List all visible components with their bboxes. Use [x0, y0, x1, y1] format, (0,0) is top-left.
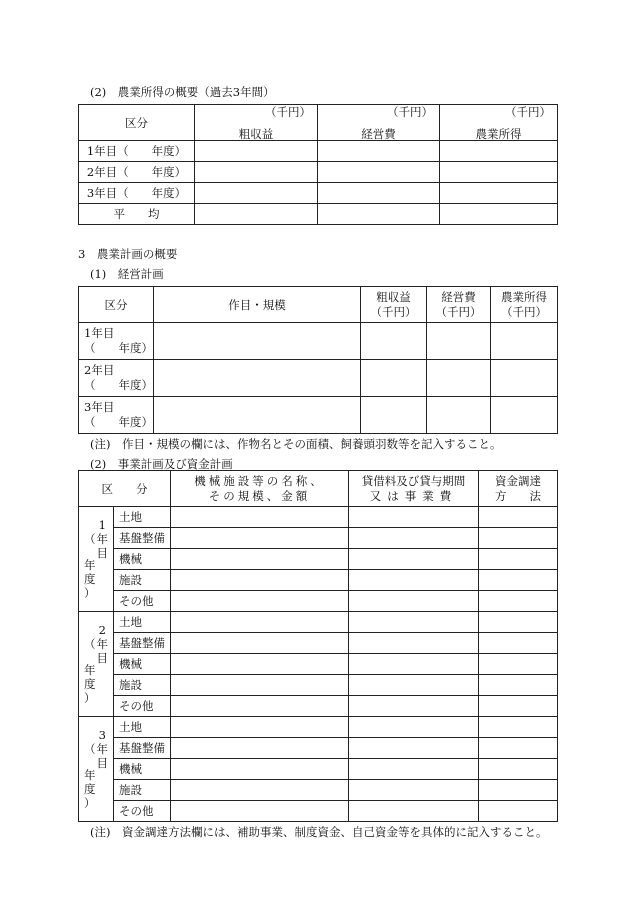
year-label: （ 年 度 ） 2 年 目: [79, 612, 114, 717]
cell-facility[interactable]: [171, 696, 349, 717]
header-income: 農業所得 （千円）: [491, 287, 558, 323]
cell-facility[interactable]: [171, 507, 349, 528]
cell-fund-method[interactable]: [479, 528, 558, 549]
cell-lease[interactable]: [349, 507, 479, 528]
category-label: 基盤整備: [114, 633, 171, 654]
cell-cost[interactable]: [427, 323, 491, 360]
cell-lease[interactable]: [349, 780, 479, 801]
cell-lease[interactable]: [349, 570, 479, 591]
header-cost: 経営費 （千円）: [427, 287, 491, 323]
cell-fund-method[interactable]: [479, 507, 558, 528]
cell-gross[interactable]: [195, 162, 318, 183]
header-income: 農業所得 （千円）: [440, 105, 558, 141]
header-kubun: 区 分: [79, 471, 171, 507]
cell-lease[interactable]: [349, 759, 479, 780]
cell-lease[interactable]: [349, 528, 479, 549]
cell-lease[interactable]: [349, 717, 479, 738]
cell-facility[interactable]: [171, 801, 349, 822]
category-label: 土地: [114, 612, 171, 633]
cell-facility[interactable]: [171, 591, 349, 612]
cell-fund-method[interactable]: [479, 696, 558, 717]
cell-income[interactable]: [440, 204, 558, 225]
plan-row: [79, 696, 558, 717]
row-label: 2年目（ 年度）: [79, 162, 195, 183]
row-label: 平 均: [79, 204, 195, 225]
cell-income[interactable]: [491, 323, 558, 360]
cell-cost[interactable]: [318, 141, 440, 162]
plan-row: [79, 801, 558, 822]
management-plan-note: (注) 作目・規模の欄には、作物名とその面積、飼養頭羽数等を記入すること。: [90, 437, 502, 451]
category-label: その他: [114, 801, 171, 822]
cell-lease[interactable]: [349, 801, 479, 822]
category-label: 土地: [114, 507, 171, 528]
plan-row: [79, 654, 558, 675]
category-label: 施設: [114, 780, 171, 801]
cell-income[interactable]: [440, 162, 558, 183]
plan-row: [79, 759, 558, 780]
management-plan-table: [78, 286, 558, 434]
cell-facility[interactable]: [171, 528, 349, 549]
cell-facility[interactable]: [171, 633, 349, 654]
income-summary-title: (2) 農業所得の概要（過去3年間）: [90, 85, 275, 99]
cell-facility[interactable]: [171, 549, 349, 570]
cell-cost[interactable]: [427, 360, 491, 397]
cell-lease[interactable]: [349, 633, 479, 654]
cell-gross[interactable]: [195, 141, 318, 162]
year-label: （ 年 度 ） 3 年 目: [79, 717, 114, 822]
category-label: 基盤整備: [114, 528, 171, 549]
cell-gross[interactable]: [361, 360, 427, 397]
cell-cost[interactable]: [318, 162, 440, 183]
category-label: 機械: [114, 549, 171, 570]
cell-crop[interactable]: [154, 397, 361, 434]
header-gross: 粗収益 （千円）: [195, 105, 318, 141]
cell-income[interactable]: [440, 141, 558, 162]
cell-fund-method[interactable]: [479, 591, 558, 612]
plan-row: [79, 717, 558, 738]
cell-lease[interactable]: [349, 549, 479, 570]
header-kubun: 区分: [79, 105, 195, 141]
row-label: 3年目 （ 年度）: [79, 397, 154, 434]
plan-row: [79, 633, 558, 654]
cell-facility[interactable]: [171, 570, 349, 591]
cell-fund-method[interactable]: [479, 675, 558, 696]
cell-facility[interactable]: [171, 717, 349, 738]
row-label: 2年目 （ 年度）: [79, 360, 154, 397]
plan-overview-title: 3 農業計画の概要: [78, 247, 178, 261]
plan-row: [79, 675, 558, 696]
management-plan-title: (1) 経営計画: [90, 267, 164, 281]
cell-facility[interactable]: [171, 759, 349, 780]
cell-fund-method[interactable]: [479, 654, 558, 675]
cell-fund-method[interactable]: [479, 780, 558, 801]
plan-row: [79, 738, 558, 759]
cell-facility[interactable]: [171, 738, 349, 759]
plan-row: [79, 612, 558, 633]
cell-lease[interactable]: [349, 675, 479, 696]
cell-fund-method[interactable]: [479, 612, 558, 633]
plan-row: [79, 591, 558, 612]
cell-cost[interactable]: [318, 204, 440, 225]
header-gross: 粗収益 （千円）: [361, 287, 427, 323]
cell-gross[interactable]: [361, 397, 427, 434]
cell-facility[interactable]: [171, 612, 349, 633]
cell-lease[interactable]: [349, 612, 479, 633]
cell-facility[interactable]: [171, 780, 349, 801]
row-label: 1年目 （ 年度）: [79, 323, 154, 360]
category-label: その他: [114, 696, 171, 717]
year-label: （ 年 度 ） 1 年 目: [79, 507, 114, 612]
category-label: 機械: [114, 654, 171, 675]
header-facility: 機械施設等の名称、 その規模、金額: [171, 471, 349, 507]
cell-gross[interactable]: [195, 204, 318, 225]
income-summary-table: [78, 104, 558, 225]
row-label: 3年目（ 年度）: [79, 183, 195, 204]
cell-lease[interactable]: [349, 738, 479, 759]
plan-row: [79, 507, 558, 528]
project-fund-plan-title: (2) 事業計画及び資金計画: [90, 457, 233, 471]
cell-cost[interactable]: [318, 183, 440, 204]
cell-gross[interactable]: [195, 183, 318, 204]
cell-lease[interactable]: [349, 696, 479, 717]
cell-fund-method[interactable]: [479, 801, 558, 822]
plan-row: [79, 780, 558, 801]
plan-row: [79, 528, 558, 549]
cell-lease[interactable]: [349, 654, 479, 675]
row-label: 1年目（ 年度）: [79, 141, 195, 162]
header-kubun: 区分: [79, 287, 154, 323]
header-lease: 貸借料及び貸与期間 又は事業費: [349, 471, 479, 507]
category-label: 施設: [114, 675, 171, 696]
cell-fund-method[interactable]: [479, 549, 558, 570]
category-label: 基盤整備: [114, 738, 171, 759]
cell-income[interactable]: [491, 397, 558, 434]
cell-facility[interactable]: [171, 675, 349, 696]
cell-crop[interactable]: [154, 360, 361, 397]
cell-income[interactable]: [440, 183, 558, 204]
category-label: その他: [114, 591, 171, 612]
header-cost: 経営費 （千円）: [318, 105, 440, 141]
cell-cost[interactable]: [427, 397, 491, 434]
cell-fund-method[interactable]: [479, 717, 558, 738]
cell-gross[interactable]: [361, 323, 427, 360]
cell-fund-method[interactable]: [479, 759, 558, 780]
header-fund-method: 資金調達 方 法: [479, 471, 558, 507]
cell-income[interactable]: [491, 360, 558, 397]
project-fund-plan-table: [78, 470, 558, 822]
cell-fund-method[interactable]: [479, 570, 558, 591]
cell-fund-method[interactable]: [479, 633, 558, 654]
plan-row: [79, 570, 558, 591]
cell-lease[interactable]: [349, 591, 479, 612]
cell-facility[interactable]: [171, 654, 349, 675]
cell-crop[interactable]: [154, 323, 361, 360]
category-label: 土地: [114, 717, 171, 738]
fund-plan-note: (注) 資金調達方法欄には、補助事業、制度資金、自己資金等を具体的に記入すること。: [90, 825, 548, 839]
cell-fund-method[interactable]: [479, 738, 558, 759]
plan-row: [79, 549, 558, 570]
category-label: 機械: [114, 759, 171, 780]
header-crop-scale: 作目・規模: [154, 287, 361, 323]
category-label: 施設: [114, 570, 171, 591]
